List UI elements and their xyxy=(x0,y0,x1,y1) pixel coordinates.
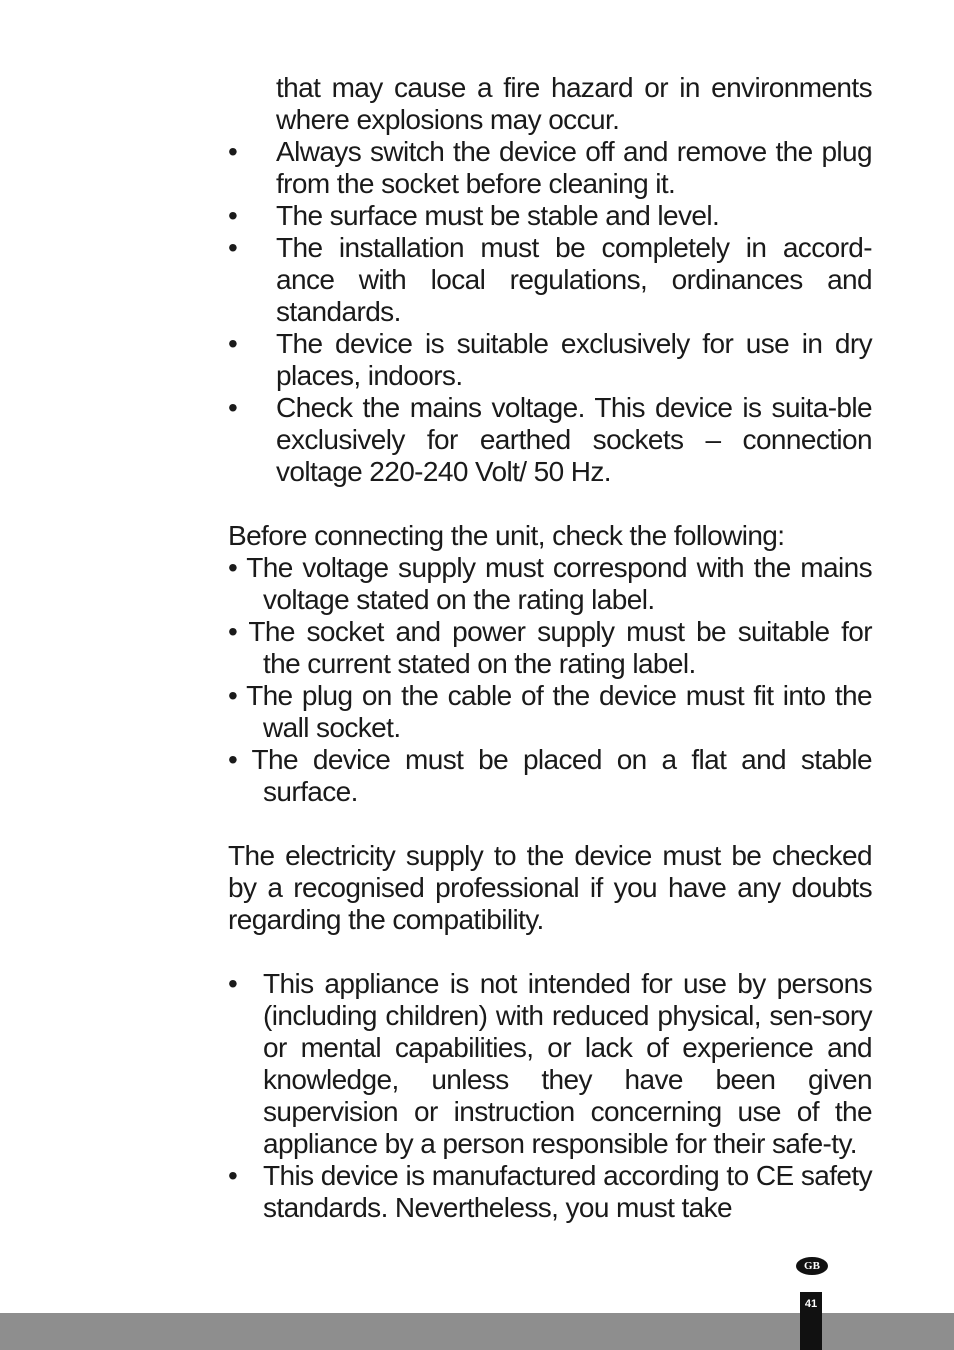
page-number: 41 xyxy=(800,1292,822,1350)
electricity-paragraph: The electricity supply to the device must be checked by a recognised professional if you have any doubts regarding the compatibility. xyxy=(228,840,872,935)
list-item xyxy=(228,136,872,200)
language-badge: GB xyxy=(796,1257,828,1275)
bullet-symbol: • xyxy=(228,232,238,263)
list-item xyxy=(228,232,872,328)
check-item: • The socket and power supply must be suitable for the current stated on the rating label. xyxy=(228,616,872,679)
check-item: • The device must be placed on a flat and stable surface. xyxy=(228,744,872,807)
bullet-symbol: • xyxy=(228,328,238,359)
list-item-text: This device is manufactured according to CE safety standards. Nevertheless, you must take xyxy=(263,1160,872,1223)
check-item: • The voltage supply must correspond with the mains voltage stated on the rating label. xyxy=(228,552,872,615)
bullet-symbol: • xyxy=(228,968,238,999)
list-item xyxy=(228,968,872,1160)
bullet-symbol: • xyxy=(228,136,238,167)
spacer xyxy=(228,488,872,520)
list-item xyxy=(228,1160,872,1224)
document-body xyxy=(228,72,872,1224)
list-item-text: This appliance is not intended for use by persons (including children) with reduced physical, sen-sory or mental capabilities, or lack of experience and knowledge, unless they have been given supervision or instruction concerning use of the appliance by a person responsible for their safe-ty. xyxy=(263,968,872,1159)
continued-text: that may cause a fire hazard or in environments where explosions may occur. xyxy=(276,72,872,135)
bullet-symbol: • xyxy=(228,1160,238,1191)
list-item-text: The surface must be stable and level. xyxy=(276,200,720,231)
check-item: • The plug on the cable of the device must fit into the wall socket. xyxy=(228,680,872,743)
bullet-symbol: • xyxy=(228,200,238,231)
list-item xyxy=(228,200,872,232)
list-item xyxy=(228,328,872,392)
check-intro: Before connecting the unit, check the following: xyxy=(228,520,785,551)
list-item-text: The device is suitable exclusively for use in dry places, indoors. xyxy=(276,328,872,391)
bullet-symbol: • xyxy=(228,392,238,423)
list-item-text: Always switch the device off and remove the plug from the socket before cleaning it. xyxy=(276,136,872,199)
list-item xyxy=(228,392,872,488)
list-item-text: Check the mains voltage. This device is suita-ble exclusively for earthed sockets – connection voltage 220-240 Volt/ 50 Hz. xyxy=(276,392,872,487)
spacer xyxy=(228,808,872,840)
list-item-text: The installation must be completely in accord-ance with local regulations, ordinances and standards. xyxy=(276,232,872,327)
spacer xyxy=(228,936,872,968)
